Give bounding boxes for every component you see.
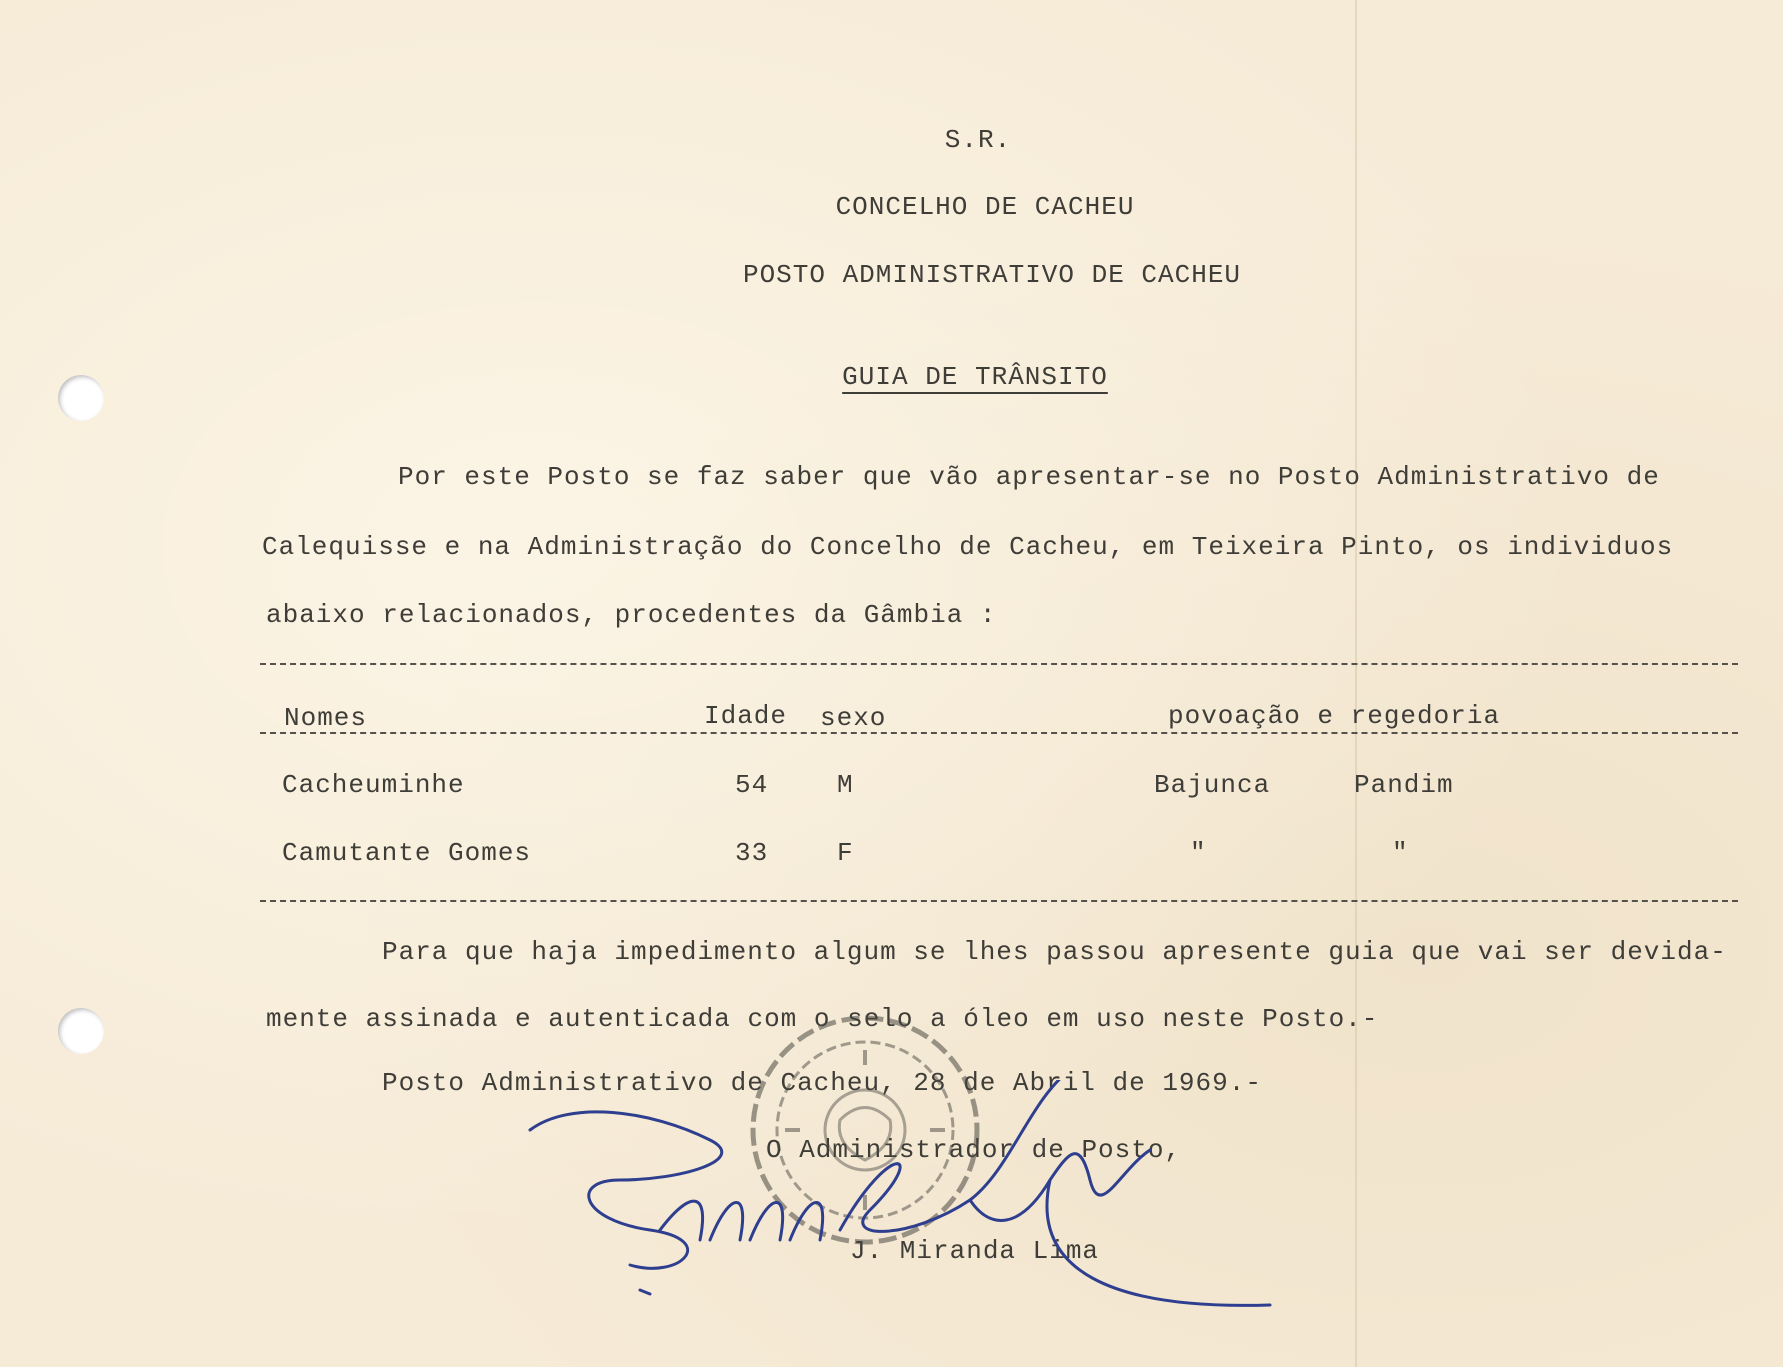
row-1-regedoria: Pandim: [1354, 770, 1454, 800]
row-1-povoacao: Bajunca: [1154, 770, 1271, 800]
intro-line-2: Calequisse e na Administração do Concelho de Cacheu, em Teixeira Pinto, os individuos: [262, 532, 1674, 562]
row-2-regedoria: ": [1392, 838, 1409, 868]
column-header-nomes: Nomes: [284, 703, 368, 733]
document-title: GUIA DE TRÂNSITO: [842, 362, 1108, 392]
table-top-rule: [260, 663, 1738, 665]
closing-line-1: Para que haja impedimento algum se lhes passou apresente guia que vai ser devida-: [382, 937, 1727, 967]
signatory-name: J. Miranda Lima: [850, 1236, 1100, 1266]
table-header-rule: [260, 732, 1738, 734]
column-header-povoacao: povoação e regedoria: [1168, 701, 1501, 731]
header-posto: POSTO ADMINISTRATIVO DE CACHEU: [742, 260, 1242, 290]
row-2-idade: 33: [735, 838, 769, 868]
row-2-sexo: F: [837, 838, 854, 868]
punch-hole-top: [58, 375, 104, 421]
intro-line-1: Por este Posto se faz saber que vão apresentar-se no Posto Administrativo de: [398, 462, 1660, 492]
column-header-idade: Idade: [704, 701, 788, 731]
closing-line-2: mente assinada e autenticada com o selo a óleo em uso neste Posto.-: [266, 1004, 1379, 1034]
punch-hole-bottom: [58, 1008, 104, 1054]
table-bottom-rule: [260, 900, 1738, 902]
handwritten-signature: [510, 1080, 1280, 1330]
row-1-idade: 54: [735, 770, 769, 800]
row-2-nome: Camutante Gomes: [282, 838, 532, 868]
column-header-sexo: sexo: [820, 703, 887, 733]
paper-fold-line: [1355, 0, 1357, 1367]
row-1-nome: Cacheuminhe: [282, 770, 465, 800]
closing-date: Posto Administrativo de Cacheu, 28 de Abril de 1969.-: [382, 1068, 1262, 1098]
intro-line-3: abaixo relacionados, procedentes da Gâmbia :: [266, 600, 997, 630]
signatory-role: O Administrador de Posto,: [766, 1135, 1182, 1165]
header-sr: S.R.: [944, 125, 1012, 155]
header-concelho: CONCELHO DE CACHEU: [835, 192, 1135, 222]
row-2-povoacao: ": [1190, 838, 1207, 868]
row-1-sexo: M: [837, 770, 854, 800]
